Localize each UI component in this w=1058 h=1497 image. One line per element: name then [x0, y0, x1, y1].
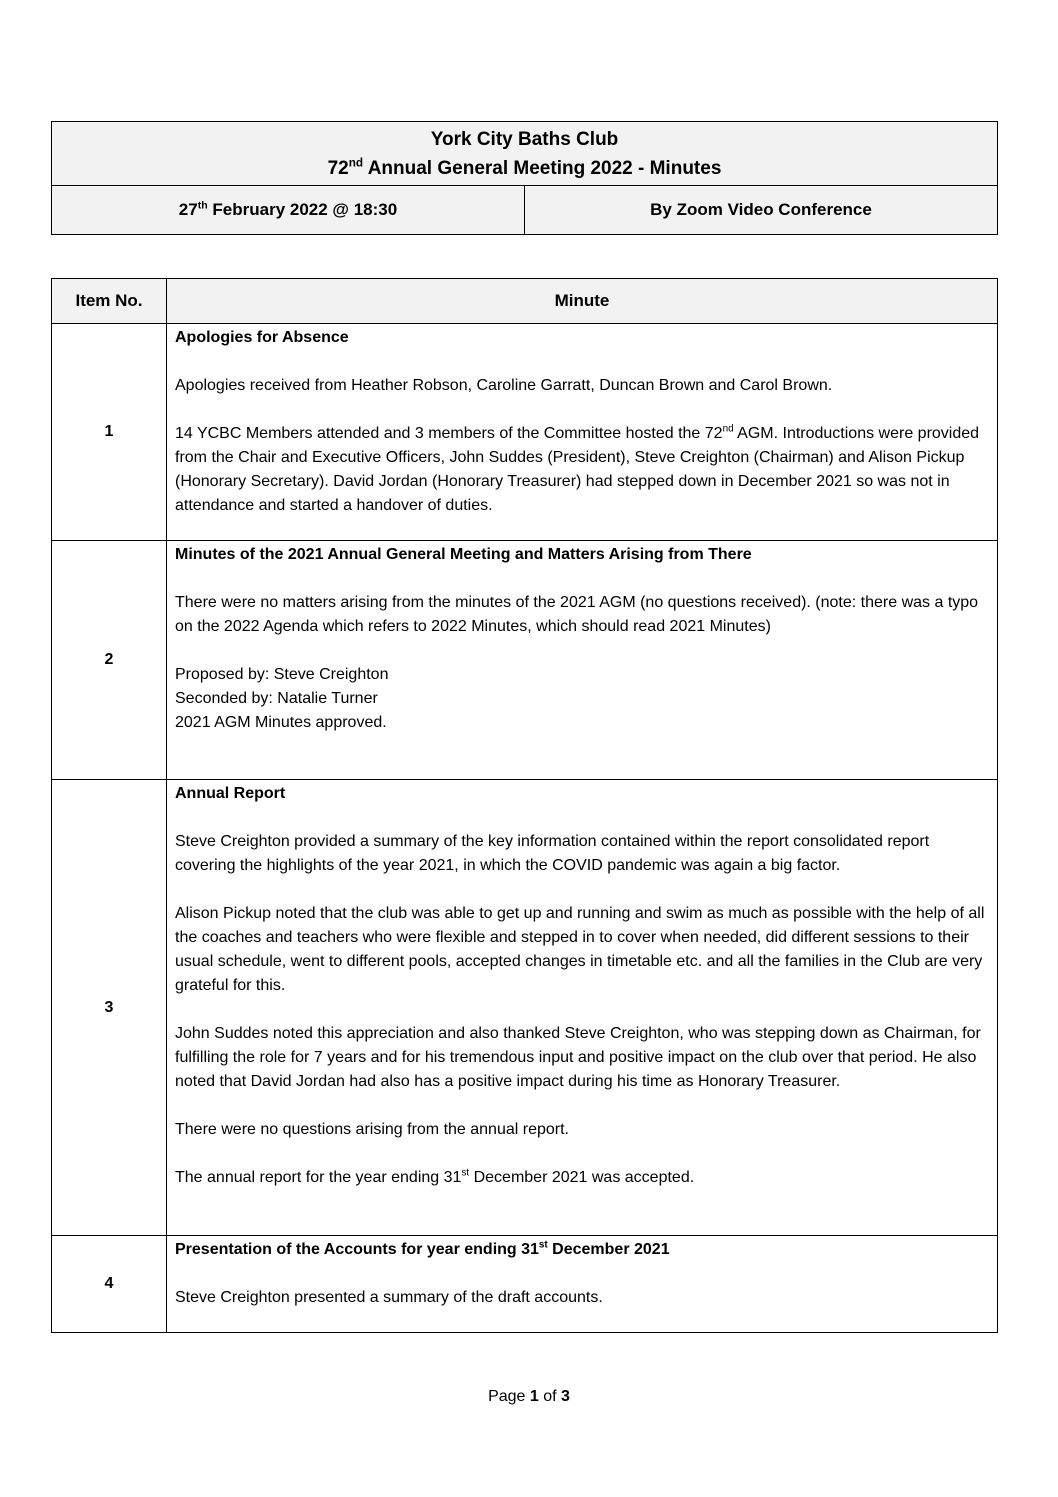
paragraph: Apologies received from Heather Robson, Caroline Garratt, Duncan Brown and Carol Brown.: [175, 377, 833, 394]
paragraph: There were no questions arising from the annual report.: [175, 1121, 569, 1138]
paragraph: 14 YCBC Members attended and 3 members of the Committee hosted the 72nd AGM. Introductions were provided from the Chair and Executive Officers, John Suddes (President), Steve Creighton (Chairman) and Alison Pickup (Honorary Secretary). David Jordan (Honorary Treasurer) had stepped down in December 2021 so was not in attendance and started a handover of duties.: [175, 423, 980, 514]
item-title: Apologies for Absence: [175, 329, 349, 346]
header-meta-row: [52, 186, 997, 234]
minute-text: [167, 324, 998, 541]
table-row: [52, 324, 998, 541]
paragraph: John Suddes noted this appreciation and also thanked Steve Creighton, who was stepping down as Chairman, for fulfilling the role for 7 years and for his tremendous input and positive impact on the club over that period. He also noted that David Jordan had also has a positive impact during his time as Honorary Treasurer.: [175, 1025, 981, 1090]
item-number: 3: [52, 780, 167, 1236]
item-number: 1: [52, 324, 167, 541]
paragraph: Alison Pickup noted that the club was able to get up and running and swim as much as possible with the help of all the coaches and teachers who were flexible and stepped in to cover when needed, did different sessions to their usual schedule, went to different pools, accepted changes in timetable etc. and all the families in the Club are very grateful for this.: [175, 905, 985, 994]
item-number: 2: [52, 541, 167, 780]
col-minute: Minute: [167, 279, 998, 324]
page-number: Page 1 of 3: [488, 1388, 570, 1405]
item-title: Presentation of the Accounts for year ending 31st December 2021: [175, 1239, 670, 1258]
col-item-number: Item No.: [52, 279, 167, 324]
item-number: 4: [52, 1236, 167, 1333]
item-title: Minutes of the 2021 Annual General Meeting and Matters Arising from There: [175, 546, 752, 563]
header-title-block: [52, 122, 997, 186]
table-row: [52, 1236, 998, 1333]
paragraph: The annual report for the year ending 31st December 2021 was accepted.: [175, 1167, 695, 1186]
document-header: [51, 121, 998, 235]
table-header-row: [52, 279, 998, 324]
paragraph: Steve Creighton provided a summary of the key information contained within the report consolidated report covering the highlights of the year 2021, in which the COVID pandemic was again a big factor.: [175, 833, 930, 874]
minutes-table: [51, 278, 998, 1333]
minute-text: [167, 780, 998, 1236]
meeting-title: 72nd Annual General Meeting 2022 - Minutes: [327, 156, 722, 179]
paragraph: 2021 AGM Minutes approved.: [175, 714, 387, 731]
paragraph: There were no matters arising from the minutes of the 2021 AGM (no questions received). (note: there was a typo on the 2022 Agenda which refers to 2022 Minutes, which should read 2021 Minutes): [175, 594, 979, 635]
meeting-venue: By Zoom Video Conference: [524, 186, 997, 234]
item-title: Annual Report: [175, 785, 286, 802]
seconded-by: Seconded by: Natalie Turner: [175, 690, 378, 707]
proposed-by: Proposed by: Steve Creighton: [175, 666, 389, 683]
club-name: York City Baths Club: [430, 129, 619, 150]
table-row: [52, 541, 998, 780]
minute-text: [167, 541, 998, 780]
paragraph: Steve Creighton presented a summary of the draft accounts.: [175, 1289, 603, 1306]
meeting-date: 27th February 2022 @ 18:30: [178, 199, 398, 219]
minute-text: [167, 1236, 998, 1333]
table-row: [52, 780, 998, 1236]
